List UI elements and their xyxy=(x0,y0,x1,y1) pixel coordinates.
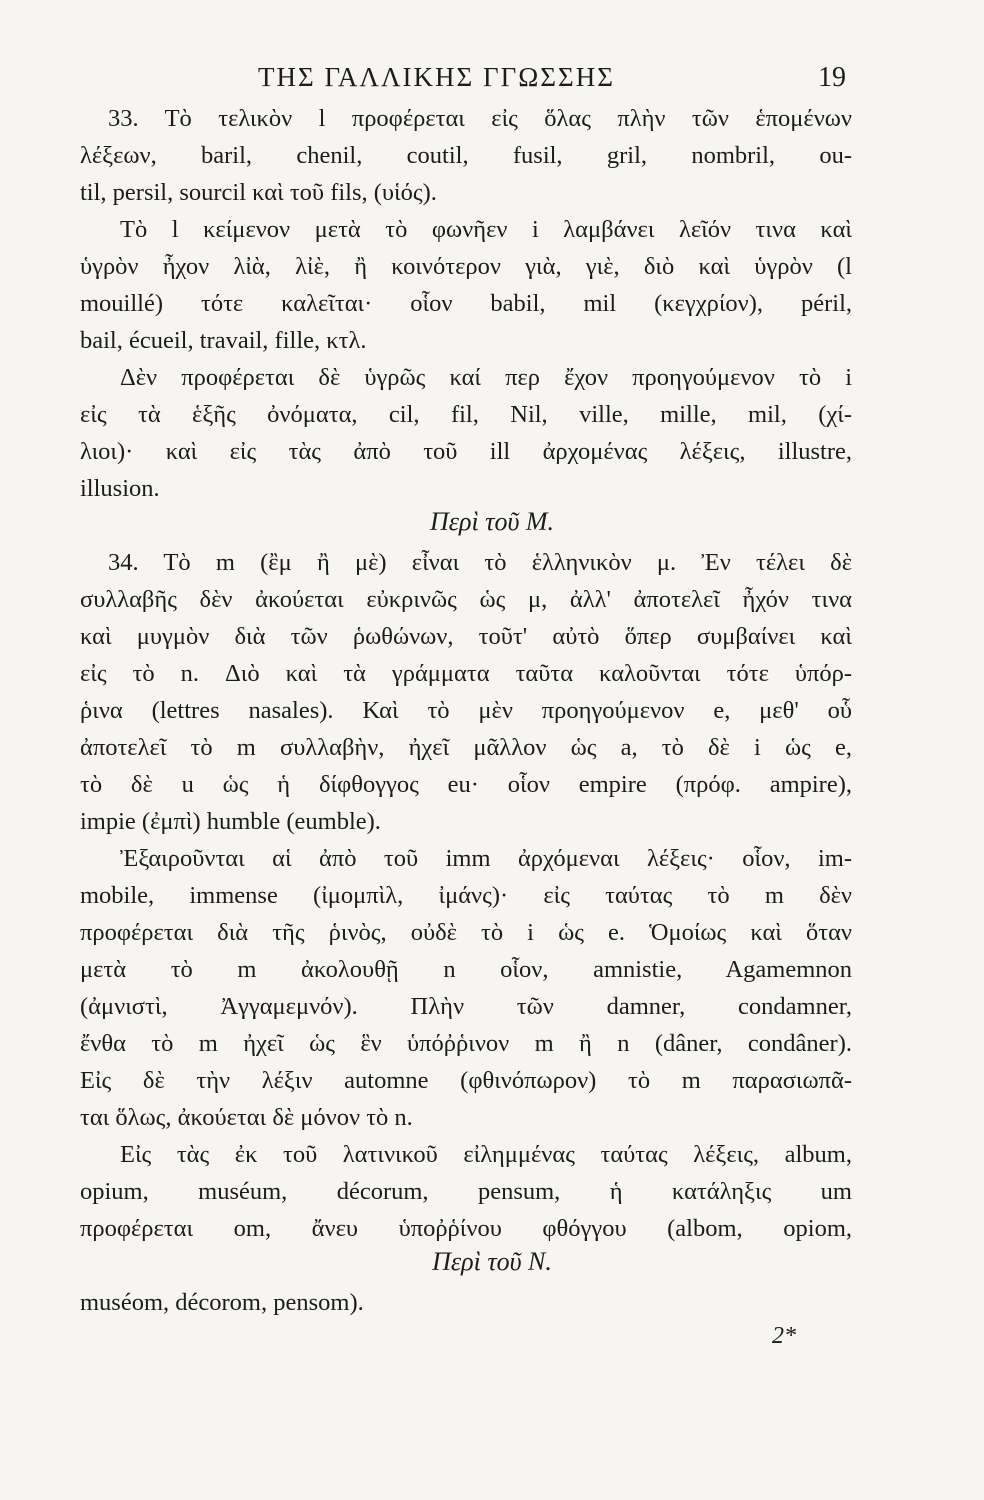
text-line: λιοι)· καὶ εἰς τὰς ἀπὸ τοῦ ill ἀρχομένας λέξεις, illustre, xyxy=(80,438,852,465)
text-line: προφέρεται διὰ τῆς ῥινὸς, οὐδὲ τὸ i ὡς e. Ὁμοίως καὶ ὅταν xyxy=(80,919,852,946)
section-heading-m: Περὶ τοῦ Μ. xyxy=(429,507,555,536)
page-number: 19 xyxy=(818,62,846,93)
text-line: ἀποτελεῖ τὸ m συλλαβὴν, ἠχεῖ μᾶλλον ὡς a, τὸ δὲ i ὡς e, xyxy=(80,734,852,761)
text-line: mobile, immense (ἰμομπὶλ, ἰμάνς)· εἰς ταύτας τὸ m δὲν xyxy=(80,882,852,909)
text-line: Εἰς δὲ τὴν λέξιν automne (φθινόπωρον) τὸ m παρασιωπᾶ- xyxy=(80,1067,852,1094)
text-line: ται ὅλως, ἀκούεται δὲ μόνον τὸ n. xyxy=(80,1104,413,1131)
text-line: εἰς τὸ n. Διὸ καὶ τὰ γράμματα ταῦτα καλοῦνται τότε ὑπόρ- xyxy=(80,660,852,687)
paragraph-33-line: λέξεων, baril, chenil, coutil, fusil, gril, nombril, ou- xyxy=(80,142,852,169)
text-line: Τὸ l κείμενον μετὰ τὸ φωνῆεν i λαμβάνει λεῖόν τινα καὶ xyxy=(120,216,852,243)
text-line: τὸ δὲ u ὡς ἡ δίφθογγος eu· οἷον empire (πρόφ. ampire), xyxy=(80,771,852,798)
text-line: ὑγρὸν ἦχον λἰὰ, λἰὲ, ἢ κοινότερον γιὰ, γιὲ, διὸ καὶ ὑγρὸν (l xyxy=(80,253,852,280)
text-line: μετὰ τὸ m ἀκολουθῇ n οἷον, amnistie, Agamemnon xyxy=(80,956,852,983)
text-line: ῥινα (lettres nasales). Καὶ τὸ μὲν προηγούμενον e, μεθ' οὗ xyxy=(80,697,852,724)
signature-mark: 2* xyxy=(772,1323,796,1349)
paragraph-33-line: 33. Τὸ τελικὸν l προφέρεται εἰς ὅλας πλὴν τῶν ἑπομένων xyxy=(108,105,852,132)
text-line: Εἰς τὰς ἐκ τοῦ λατινικοῦ εἰλημμένας ταύτας λέξεις, album, xyxy=(120,1141,852,1168)
section-heading-n: Περὶ τοῦ Ν. xyxy=(432,1247,552,1276)
text-line: συλλαβῆς δὲν ἀκούεται εὐκρινῶς ὡς μ, ἀλλ' ἀποτελεῖ ἦχόν τινα xyxy=(80,586,852,613)
text-line: καὶ μυγμὸν διὰ τῶν ῥωθώνων, τοῦτ' αὐτὸ ὅπερ συμβαίνει καὶ xyxy=(80,623,852,650)
text-line: mouillé) τότε καλεῖται· οἷον babil, mil (κεγχρίον), péril, xyxy=(80,290,852,317)
paragraph-34-line: 34. Τὸ m (ἒμ ἢ μὲ) εἶναι τὸ ἑλληνικὸν μ. Ἐν τέλει δὲ xyxy=(108,549,852,576)
text-line: (ἀμνιστὶ, Ἀγγαμεμνόν). Πλὴν τῶν damner, condamner, xyxy=(80,993,852,1020)
text-line: bail, écueil, travail, fille, κτλ. xyxy=(80,327,367,354)
text-line: muséom, décorom, pensom). xyxy=(80,1289,364,1316)
text-line: ἔνθα τὸ m ἠχεῖ ὡς ἓν ὑπόῤῥινον m ἢ n (dâner, condâner). xyxy=(80,1030,852,1057)
paragraph-33-line: til, persil, sourcil καὶ τοῦ fils, (υἱός). xyxy=(80,179,437,206)
text-line: Δὲν προφέρεται δὲ ὑγρῶς καί περ ἔχον προηγούμενον τὸ i xyxy=(120,364,852,391)
text-line: Ἐξαιροῦνται αἱ ἀπὸ τοῦ imm ἀρχόμεναι λέξεις· οἷον, im- xyxy=(120,845,852,872)
text-line: opium, muséum, décorum, pensum, ἡ κατάληξις um xyxy=(80,1178,852,1205)
running-head: ΤΗΣ ΓΑΛΛΙΚΗΣ ΓΓΩΣΣΗΣ xyxy=(258,62,615,92)
text-line: εἰς τὰ ἑξῆς ὀνόματα, cil, fil, Nil, ville, mille, mil, (χί- xyxy=(80,401,852,428)
text-line: illusion. xyxy=(80,475,160,502)
text-line: προφέρεται om, ἄνευ ὑποῤῥίνου φθόγγου (albom, opiom, xyxy=(80,1215,852,1242)
text-line: impie (ἐμπὶ) humble (eumble). xyxy=(80,808,381,835)
